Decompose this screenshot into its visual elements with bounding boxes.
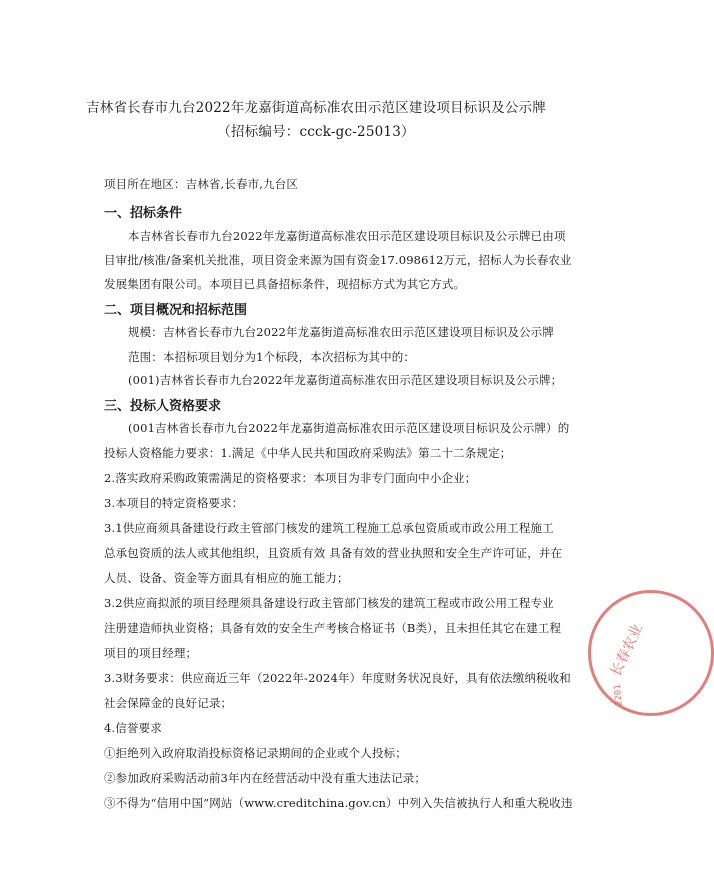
section-3-line: 3.2供应商拟派的项目经理须具备建设行政主管部门核发的建筑工程或市政公用工程专业 <box>104 596 554 610</box>
section-1-line: 发展集团有限公司。本项目已具备招标条件，现招标方式为其它方式。 <box>104 277 466 291</box>
section-1-line: 目审批/核准/备案机关批准，项目资金来源为国有资金17.098612万元，招标人为长春农业 <box>104 253 572 267</box>
section-3-line: 投标人资格能力要求：1.满足《中华人民共和国政府采购法》第二十二条规定； <box>104 446 512 460</box>
section-3-line: 项目的项目经理； <box>104 646 198 660</box>
section-3-line: 注册建造师执业资格；具备有效的安全生产考核合格证书（B类），且未担任其它在建工程 <box>104 621 562 635</box>
section-3-line: ①拒绝列入政府取消投标资格记录期间的企业或个人投标； <box>104 746 407 760</box>
section-3-line: 社会保障金的良好记录； <box>104 696 233 710</box>
section-1-heading: 一、招标条件 <box>104 206 183 221</box>
section-3-line: ②参加政府采购活动前3年内在经营活动中没有重大违法记录； <box>104 771 427 785</box>
section-3-heading: 三、投标人资格要求 <box>104 399 222 414</box>
section-2-line: 规模：吉林省长春市九台2022年龙嘉街道高标准农田示范区建设项目标识及公示牌 <box>128 325 554 339</box>
section-3-line: (001吉林省长春市九台2022年龙嘉街道高标准农田示范区建设项目标识及公示牌）的 <box>128 421 570 435</box>
section-3-line: 2.落实政府采购政策需满足的资格要求：本项目为非专门面向中小企业； <box>104 471 477 485</box>
section-2-line: (001)吉林省长春市九台2022年龙嘉街道高标准农田示范区建设项目标识及公示牌； <box>128 373 563 387</box>
bid-number: （招标编号：ccck-gc-25013） <box>217 124 415 140</box>
document-title: 吉林省长春市九台2022年龙嘉街道高标准农田示范区建设项目标识及公示牌 <box>86 100 546 116</box>
section-2-heading: 二、项目概况和招标范围 <box>104 303 248 318</box>
section-3-line: 人员、设备、资金等方面具有相应的施工能力； <box>104 571 349 585</box>
section-3-line: ③不得为“信用中国”网站（www.creditchina.gov.cn）中列入失信被执行人和重大税收违 <box>104 796 573 810</box>
section-3-line: 4.信誉要求 <box>104 721 162 735</box>
section-3-line: 3.本项目的特定资格要求： <box>104 496 244 510</box>
seal-number: 2201 <box>612 683 625 707</box>
section-2-line: 范围：本招标项目划分为1个标段，本次招标为其中的： <box>128 350 416 364</box>
seal-text: 长春农业 <box>607 621 646 680</box>
section-3-line: 3.1供应商须具备建设行政主管部门核发的建筑工程施工总承包资质或市政公用工程施工 <box>104 521 554 535</box>
section-3-line: 总承包资质的法人或其他组织，且资质有效 具备有效的营业执照和安全生产许可证，并在 <box>104 546 563 560</box>
project-location: 项目所在地区：吉林省,长春市,九台区 <box>104 177 299 191</box>
section-3-line: 3.3财务要求：供应商近三年（2022年-2024年）年度财务状况良好，具有依法缴纳税收和 <box>104 671 571 685</box>
company-seal-stamp <box>588 590 714 716</box>
section-1-line: 本吉林省长春市九台2022年龙嘉街道高标准农田示范区建设项目标识及公示牌已由项 <box>128 229 566 243</box>
